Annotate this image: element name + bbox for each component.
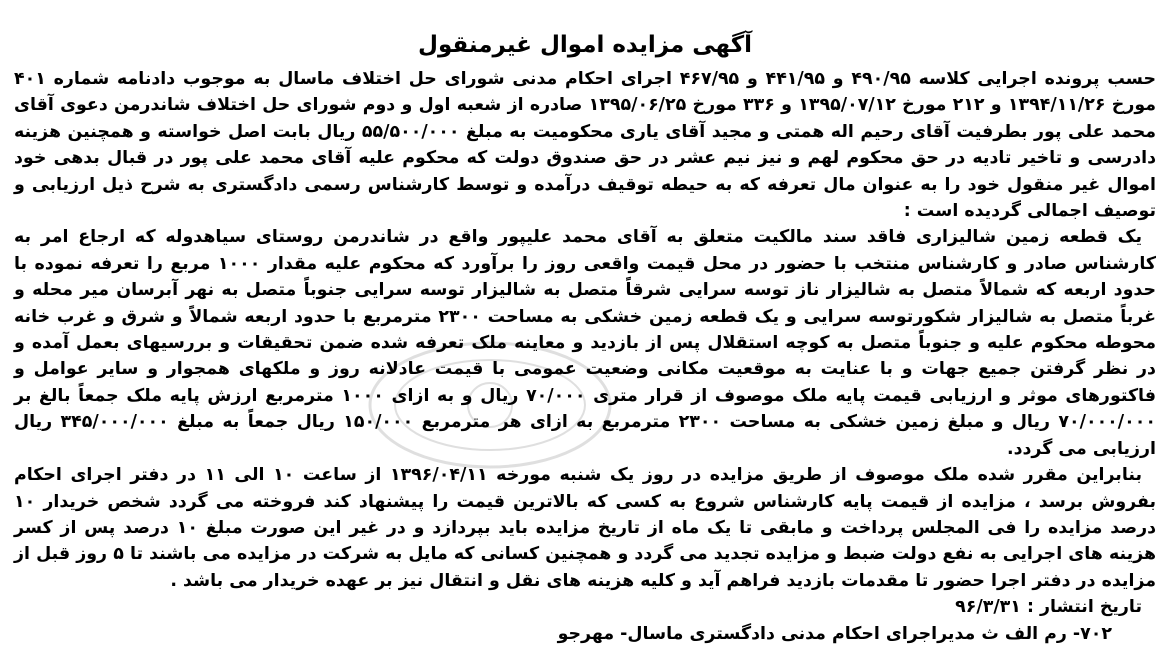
notice-title: آگهی مزایده اموال غیرمنقول (417, 32, 753, 58)
notice-paragraph-case: حسب پرونده اجرایی کلاسه ۴۹۰/۹۵ و ۴۴۱/۹۵ و ۴۶۷/۹۵ اجرای احکام مدنی شورای حل اختلاف ماسال به موجوب دادنامه شماره ۴۰۱ مورخ ۱۳۹۴/۱۱/۲۶ و ۲۱۲ مورخ ۱۳۹۵/۰۷/۱۲ و ۳۳۶ مورخ ۱۳۹۵/۰۶/۲۵ صادره از شعبه اول و دوم شورای حل اختلاف شاندرمن دعوی آقای محمد علی پور بطرفیت آقای رحیم اله همتی و مجید آقای یاری محکومیت به مبلغ ۵۵/۵۰۰/۰۰۰ ریال بابت اصل خواسته و همچنین هزینه دادرسی و تاخیر تادیه در حق محکوم لهم و نیز نیم عشر در حق صندوق دولت که محکوم علیه آقای محمد علی پور در قبال بدهی خود اموال غیر منقول خود را به عنوان مال تعرفه که به حیطه توقیف درآمده و توسط کارشناس رسمی دادگستری به شرح ذیل ارزیابی و توصیف اجمالی گردیده است : (14, 69, 1157, 222)
notice-paragraph-auction-terms: بنابراین مقرر شده ملک موصوف از طریق مزایده در روز یک شنبه مورخه ۱۳۹۶/۰۴/۱۱ از ساعت ۱۰ الی ۱۱ در دفتر اجرای احکام بفروش برسد ، مزایده از قیمت پایه کارشناس شروع به کسی که بالاترین قیمت را پیشنهاد کند فروخته می گردد شخص خریدار ۱۰ درصد مزایده را فی المجلس پرداخت و مابقی تا یک ماه از تاریخ مزایده باید بپردازد و در غیر این صورت مبلغ ۱۰ درصد پس از کسر هزینه های اجرایی به نفع دولت ضبط و مزایده تجدید می گردد و همچنین کسانی که مایل به شرکت در مزایده می باشند تا ۵ روز قبل از مزایده در دفتر اجرا حضور تا مقدمات بازدید فراهم آید و کلیه هزینه های نقل و انتقال نیز بر عهده خریدار می باشد . (14, 465, 1157, 591)
publish-date: تاریخ انتشار : ۹۶/۳/۳۱ (955, 597, 1142, 618)
signature-line: ۷۰۲- رم الف ث مدیراجرای احکام مدنی دادگستری ماسال- مهرجو (557, 623, 1112, 644)
notice-paragraph-property: یک قطعه زمین شالیزاری فاقد سند مالکیت متعلق به آقای محمد علیپور واقع در شاندرمن روستای سیاهدوله که ارجاع امر به کارشناس صادر و کارشناس منتخب با حضور در محل قیمت واقعی روز را برآورد که محکوم علیه مقدار ۱۰۰۰ مربع را تعرفه نموده با حدود اربعه که شمالاً متصل به شالیزار ناز توسه سرایی شرقاً متصل به شالیزار توسه سرایی جنوباً متصل به نهر آبرسان میر محله و غرباً متصل به شالیزار شکورتوسه سرایی و یک قطعه زمین خشکی به مساحت ۲۳۰۰ مترمربع با حدود اربعه شمالاً و شرق و غرب خانه محوطه محکوم علیه و جنوباً متصل به کوچه استقلال پس از بازدید و معاینه ملک تعرفه شده ضمن تحقیقات و بررسیهای بعمل آمده و در نظر گرفتن جمیع جهات و با عنایت به موقعیت مکانی وضعیت عمومی با قیمت عادلانه روز و ملکهای همجوار و سایر عوامل و فاکتورهای موثر و ارزیابی قیمت پایه ملک موصوف از قرار متری ۷۰/۰۰۰ ریال و به ازای ۱۰۰۰ مترمربع ارزش پایه ملک جمعاً بالغ بر ۷۰/۰۰۰/۰۰۰ ریال و مبلغ زمین خشکی به مساحت ۲۳۰۰ مترمربع به ازای هر مترمربع ۱۵۰/۰۰۰ ریال جمعاً به مبلغ ۳۴۵/۰۰۰/۰۰۰ ریال ارزیابی می گردد. (14, 227, 1157, 459)
